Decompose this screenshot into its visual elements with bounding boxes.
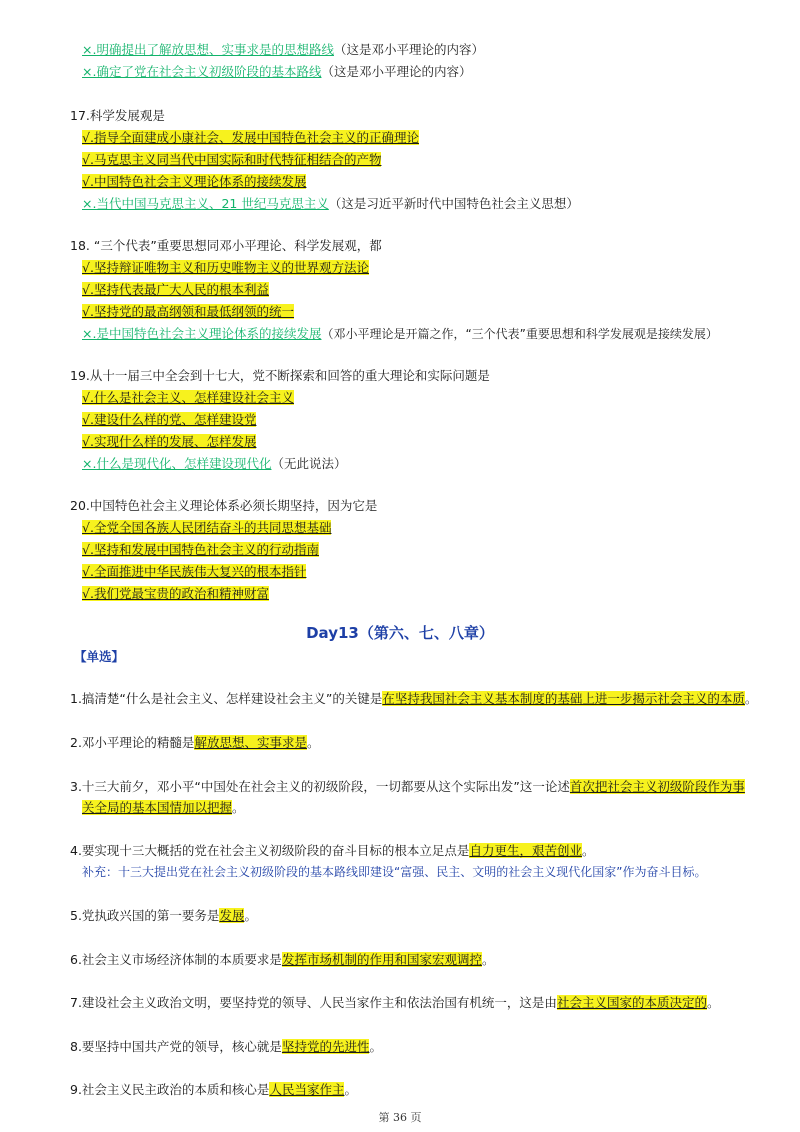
option-row (82, 40, 484, 60)
question-end: 。 (744, 691, 758, 706)
option-row (82, 150, 381, 170)
option-text: 确定了党在社会主义初级阶段的基本路线 (96, 64, 322, 79)
option-mark: √. (82, 390, 94, 405)
option-mark: ×. (82, 42, 97, 57)
option-text: 明确提出了解放思想、实事求是的思想路线 (96, 42, 334, 57)
option-row (82, 454, 346, 474)
answer-text: 自力更生，艰苦创业 (469, 843, 582, 858)
option-text: 中国特色社会主义理论体系的接续发展 (93, 174, 307, 189)
question-stem: 20.中国特色社会主义理论体系必须长期坚持，因为它是 (70, 498, 378, 513)
answer-text: 人民当家作主 (269, 1082, 345, 1097)
option-row (82, 584, 269, 604)
option-mark: √. (82, 282, 94, 297)
question-text: 6.社会主义市场经济体制的本质要求是 (70, 952, 282, 967)
question-end: 。 (481, 952, 495, 967)
option-row (82, 128, 419, 148)
option-mark: √. (82, 586, 94, 601)
single-question-cont (82, 798, 245, 818)
single-question (70, 993, 719, 1013)
option-text: 建设什么样的党、怎样建设党 (93, 412, 257, 427)
option-text: 全党全国各族人民团结奋斗的共同思想基础 (93, 520, 332, 535)
option-row (82, 540, 319, 560)
option-mark: √. (82, 260, 94, 275)
option-mark: √. (82, 542, 94, 557)
single-question (70, 689, 757, 709)
option-note: （无此说法） (271, 456, 347, 471)
question-text: 2.邓小平理论的精髓是 (70, 735, 195, 750)
question-text: 5.党执政兴国的第一要务是 (70, 908, 220, 923)
option-text: 我们党最宝贵的政治和精神财富 (93, 586, 269, 601)
answer-text: 关全局的基本国情加以把握 (82, 800, 233, 815)
question-text: 1.搞清楚“什么是社会主义、怎样建设社会主义”的关键是 (70, 691, 383, 706)
option-row (82, 62, 471, 82)
answer-text: 社会主义国家的本质决定的 (556, 995, 707, 1010)
option-row (82, 432, 256, 452)
option-text: 马克思主义同当代中国实际和时代特征相结合的产物 (93, 152, 382, 167)
option-mark: √. (82, 174, 94, 189)
option-mark: ×. (82, 64, 97, 79)
option-mark: ×. (82, 456, 97, 471)
single-question (70, 841, 594, 861)
option-text: 什么是现代化、怎样建设现代化 (96, 456, 272, 471)
option-note: （这是习近平新时代中国特色社会主义思想） (328, 196, 579, 211)
answer-text: 解放思想、实事求是 (194, 735, 307, 750)
question-text: 9.社会主义民主政治的本质和核心是 (70, 1082, 270, 1097)
option-mark: √. (82, 304, 94, 319)
question-end: 。 (369, 1039, 382, 1054)
option-row (82, 562, 306, 582)
single-question (70, 906, 257, 926)
question-end: 。 (232, 800, 245, 815)
option-row (82, 324, 718, 344)
option-mark: √. (82, 412, 94, 427)
option-mark: √. (82, 130, 94, 145)
option-text: 全面推进中华民族伟大复兴的根本指针 (93, 564, 307, 579)
option-text: 指导全面建成小康社会、发展中国特色社会主义的正确理论 (93, 130, 419, 145)
option-row (82, 280, 269, 300)
single-question (70, 777, 745, 797)
question-stem: 19.从十一届三中全会到十七大，党不断探索和回答的重大理论和实际问题是 (70, 368, 490, 383)
option-text: 当代中国马克思主义、21 世纪马克思主义 (96, 196, 329, 211)
question-end: 。 (706, 995, 720, 1010)
answer-text: 发展 (219, 908, 245, 923)
single-question (70, 1080, 357, 1100)
option-row (82, 410, 256, 430)
answer-text: 发挥市场机制的作用和国家宏观调控 (281, 952, 482, 967)
single-question (70, 950, 494, 970)
answer-text: 首次把社会主义初级阶段作为事 (569, 779, 745, 794)
option-text: 实现什么样的发展、怎样发展 (93, 434, 257, 449)
section-label: 【单选】 (74, 649, 125, 664)
single-question (70, 733, 319, 753)
option-row (82, 172, 306, 192)
question-end: 。 (344, 1082, 357, 1097)
option-mark: √. (82, 434, 94, 449)
option-note: （这是邓小平理论的内容） (333, 42, 484, 57)
section-title: Day13（第六、七、八章） (306, 624, 494, 642)
option-text: 是中国特色社会主义理论体系的接续发展 (96, 326, 322, 341)
question-text: 7.建设社会主义政治文明，要坚持党的领导、人民当家作主和依法治国有机统一，这是由 (70, 995, 557, 1010)
question-text: 3.十三大前夕，邓小平“中国处在社会主义的初级阶段，一切都要从这个实际出发”这一论述 (70, 779, 570, 794)
supplement-note: 补充：十三大提出党在社会主义初级阶段的基本路线即建设“富强、民主、文明的社会主义现代化国家”作为奋斗目标。 (82, 865, 707, 879)
question-end: 。 (244, 908, 257, 923)
option-row (82, 194, 579, 214)
option-mark: √. (82, 564, 94, 579)
answer-text: 在坚持我国社会主义基本制度的基础上进一步揭示社会主义的本质 (382, 691, 745, 706)
question-stem: 17.科学发展观是 (70, 108, 165, 123)
single-question (70, 1037, 382, 1057)
page-number: 第 36 页 (378, 1111, 422, 1124)
option-row (82, 258, 369, 278)
question-stem: 18. “三个代表”重要思想同邓小平理论、科学发展观，都 (70, 238, 382, 253)
option-text: 坚持党的最高纲领和最低纲领的统一 (93, 304, 294, 319)
option-text: 坚持和发展中国特色社会主义的行动指南 (93, 542, 319, 557)
option-mark: √. (82, 520, 94, 535)
option-text: 坚持代表最广大人民的根本利益 (93, 282, 269, 297)
question-end: 。 (306, 735, 320, 750)
answer-text: 坚持党的先进性 (281, 1039, 370, 1054)
option-text: 坚持辩证唯物主义和历史唯物主义的世界观方法论 (93, 260, 369, 275)
option-note: （邓小平理论是开篇之作，“三个代表”重要思想和科学发展观是接续发展） (321, 327, 718, 341)
question-end: 。 (581, 843, 595, 858)
option-row (82, 302, 294, 322)
option-note: （这是邓小平理论的内容） (321, 64, 472, 79)
option-mark: ×. (82, 196, 97, 211)
option-row (82, 518, 331, 538)
question-text: 8.要坚持中国共产党的领导，核心就是 (70, 1039, 282, 1054)
option-mark: ×. (82, 326, 97, 341)
question-text: 4.要实现十三大概括的党在社会主义初级阶段的奋斗目标的根本立足点是 (70, 843, 470, 858)
option-text: 什么是社会主义、怎样建设社会主义 (93, 390, 294, 405)
option-row (82, 388, 294, 408)
option-mark: √. (82, 152, 94, 167)
